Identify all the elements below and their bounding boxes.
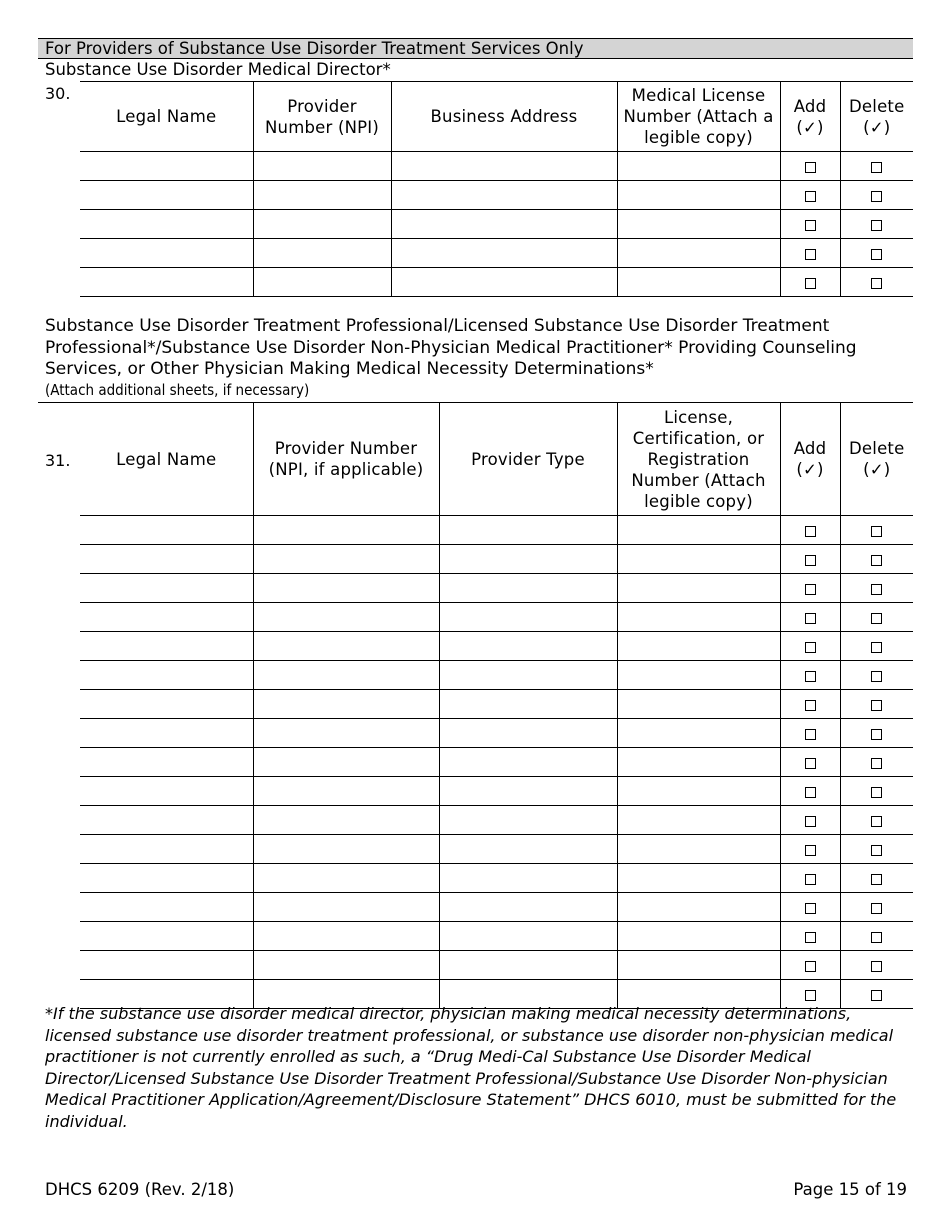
add-cell	[780, 239, 840, 268]
q31-legal-name-field[interactable]	[80, 777, 253, 806]
section-header-band: For Providers of Substance Use Disorder Treatment Services Only	[38, 38, 913, 59]
delete-checkbox[interactable]	[871, 729, 882, 740]
q31-legal-name-field[interactable]	[80, 603, 253, 632]
q31-license-number-field[interactable]	[617, 603, 780, 632]
question-30-number: 30.	[45, 84, 71, 103]
question-31-intro: Substance Use Disorder Treatment Professional/Licensed Substance Use Disorder Treatment Professional*/Substance Use Disorder Non-Physician Medical Practitioner* Providing Counseling Services, or Other Physician Making Medical Necessity Determinations*	[45, 316, 857, 379]
table-row	[80, 748, 913, 777]
q31-col3-field[interactable]	[439, 632, 617, 661]
delete-checkbox[interactable]	[871, 816, 882, 827]
delete-cell	[840, 864, 913, 893]
header-provider-type: Provider Type	[439, 403, 617, 516]
table-row	[80, 719, 913, 748]
medical-director-subtitle: Substance Use Disorder Medical Director*	[45, 60, 391, 79]
delete-cell	[840, 239, 913, 268]
delete-cell	[840, 603, 913, 632]
q30-col3-field[interactable]	[391, 152, 617, 181]
q31-license-number-field[interactable]	[617, 545, 780, 574]
header-license-certification: License, Certification, or Registration Number (Attach legible copy)	[617, 403, 780, 516]
medical-director-table	[80, 81, 913, 297]
delete-cell	[840, 690, 913, 719]
delete-checkbox[interactable]	[871, 932, 882, 943]
add-checkbox[interactable]	[805, 584, 816, 595]
delete-checkbox[interactable]	[871, 613, 882, 624]
add-checkbox[interactable]	[805, 613, 816, 624]
add-checkbox[interactable]	[805, 642, 816, 653]
add-cell	[780, 719, 840, 748]
add-cell	[780, 603, 840, 632]
add-checkbox[interactable]	[805, 220, 816, 231]
delete-checkbox[interactable]	[871, 278, 882, 289]
add-cell	[780, 806, 840, 835]
add-cell	[780, 661, 840, 690]
add-checkbox[interactable]	[805, 729, 816, 740]
delete-cell	[840, 516, 913, 545]
table-row	[80, 545, 913, 574]
q31-legal-name-field[interactable]	[80, 922, 253, 951]
q31-col3-field[interactable]	[439, 748, 617, 777]
add-checkbox[interactable]	[805, 249, 816, 260]
q31-license-number-field[interactable]	[617, 690, 780, 719]
add-checkbox[interactable]	[805, 700, 816, 711]
q31-col3-field[interactable]	[439, 603, 617, 632]
q31-license-number-field[interactable]	[617, 661, 780, 690]
add-checkbox[interactable]	[805, 278, 816, 289]
delete-checkbox[interactable]	[871, 191, 882, 202]
q31-license-number-field[interactable]	[617, 516, 780, 545]
q30-provider-number-field[interactable]	[253, 239, 391, 268]
q31-provider-number-field[interactable]	[253, 719, 439, 748]
attach-note: (Attach additional sheets, if necessary)	[45, 381, 310, 399]
q30-license-number-field[interactable]	[617, 268, 780, 297]
q31-legal-name-field[interactable]	[80, 835, 253, 864]
add-checkbox[interactable]	[805, 961, 816, 972]
table-row	[80, 922, 913, 951]
delete-cell	[840, 951, 913, 980]
q31-col3-field[interactable]	[439, 951, 617, 980]
delete-checkbox[interactable]	[871, 162, 882, 173]
header-provider-number: Provider Number (NPI, if applicable)	[253, 403, 439, 516]
add-checkbox[interactable]	[805, 816, 816, 827]
q31-col3-field[interactable]	[439, 516, 617, 545]
q31-provider-number-field[interactable]	[253, 690, 439, 719]
table-row	[80, 806, 913, 835]
table-row	[80, 516, 913, 545]
delete-checkbox[interactable]	[871, 845, 882, 856]
delete-checkbox[interactable]	[871, 526, 882, 537]
table-row	[80, 661, 913, 690]
q31-col3-field[interactable]	[439, 719, 617, 748]
q31-legal-name-field[interactable]	[80, 806, 253, 835]
q31-col3-field[interactable]	[439, 922, 617, 951]
add-checkbox[interactable]	[805, 671, 816, 682]
q31-provider-number-field[interactable]	[253, 893, 439, 922]
delete-checkbox[interactable]	[871, 961, 882, 972]
delete-cell	[840, 777, 913, 806]
add-cell	[780, 777, 840, 806]
delete-cell	[840, 210, 913, 239]
delete-checkbox[interactable]	[871, 671, 882, 682]
q31-license-number-field[interactable]	[617, 632, 780, 661]
delete-cell	[840, 632, 913, 661]
delete-cell	[840, 181, 913, 210]
delete-checkbox[interactable]	[871, 700, 882, 711]
footnote: *If the substance use disorder medical director, physician making medical necessity determinations, licensed substance use disorder treatment professional, or substance use disorder non-physician medical practitioner is not currently enrolled as such, a “Drug Medi-Cal Substance Use Disorder Medical Director/Licensed Substance Use Disorder Treatment Professional/Substance Use Disorder Non-physician Medical Practitioner Application/Agreement/Disclosure Statement” DHCS 6010, must be submitted for the individual.	[45, 1004, 897, 1131]
q31-legal-name-field[interactable]	[80, 632, 253, 661]
q30-license-number-field[interactable]	[617, 181, 780, 210]
q31-col3-field[interactable]	[439, 835, 617, 864]
q31-legal-name-field[interactable]	[80, 574, 253, 603]
delete-checkbox[interactable]	[871, 642, 882, 653]
q31-provider-number-field[interactable]	[253, 864, 439, 893]
q31-provider-number-field[interactable]	[253, 661, 439, 690]
q31-license-number-field[interactable]	[617, 922, 780, 951]
q31-license-number-field[interactable]	[617, 893, 780, 922]
q30-license-number-field[interactable]	[617, 239, 780, 268]
q30-legal-name-field[interactable]	[80, 268, 253, 297]
q31-col3-field[interactable]	[439, 545, 617, 574]
q30-provider-number-field[interactable]	[253, 210, 391, 239]
q30-col3-field[interactable]	[391, 239, 617, 268]
add-cell	[780, 516, 840, 545]
q31-provider-number-field[interactable]	[253, 574, 439, 603]
q30-provider-number-field[interactable]	[253, 152, 391, 181]
q30-col3-field[interactable]	[391, 181, 617, 210]
delete-cell	[840, 806, 913, 835]
header-business-address: Business Address	[391, 82, 617, 152]
delete-cell	[840, 719, 913, 748]
delete-checkbox[interactable]	[871, 874, 882, 885]
question-31-number: 31.	[45, 451, 71, 470]
add-cell	[780, 893, 840, 922]
q31-provider-number-field[interactable]	[253, 632, 439, 661]
q31-col3-field[interactable]	[439, 893, 617, 922]
add-cell	[780, 690, 840, 719]
q30-col3-field[interactable]	[391, 268, 617, 297]
q30-license-number-field[interactable]	[617, 210, 780, 239]
delete-cell	[840, 574, 913, 603]
q31-provider-number-field[interactable]	[253, 516, 439, 545]
add-cell	[780, 574, 840, 603]
delete-cell	[840, 922, 913, 951]
delete-cell	[840, 268, 913, 297]
add-checkbox[interactable]	[805, 555, 816, 566]
q31-provider-number-field[interactable]	[253, 545, 439, 574]
delete-checkbox[interactable]	[871, 249, 882, 260]
add-checkbox[interactable]	[805, 787, 816, 798]
q31-license-number-field[interactable]	[617, 777, 780, 806]
add-cell	[780, 835, 840, 864]
delete-checkbox[interactable]	[871, 220, 882, 231]
q31-license-number-field[interactable]	[617, 864, 780, 893]
add-checkbox[interactable]	[805, 845, 816, 856]
q31-license-number-field[interactable]	[617, 951, 780, 980]
delete-checkbox[interactable]	[871, 584, 882, 595]
delete-cell	[840, 545, 913, 574]
q31-license-number-field[interactable]	[617, 806, 780, 835]
table-row	[80, 574, 913, 603]
table-row	[80, 835, 913, 864]
add-checkbox[interactable]	[805, 874, 816, 885]
table-31-top-rule	[38, 402, 80, 403]
q31-legal-name-field[interactable]	[80, 893, 253, 922]
delete-cell	[840, 748, 913, 777]
q31-provider-number-field[interactable]	[253, 777, 439, 806]
add-cell	[780, 268, 840, 297]
table-row	[80, 951, 913, 980]
add-checkbox[interactable]	[805, 191, 816, 202]
delete-cell	[840, 152, 913, 181]
delete-cell	[840, 835, 913, 864]
q31-legal-name-field[interactable]	[80, 951, 253, 980]
q31-legal-name-field[interactable]	[80, 748, 253, 777]
delete-checkbox[interactable]	[871, 555, 882, 566]
add-cell	[780, 922, 840, 951]
treatment-professional-table	[80, 402, 913, 1009]
add-cell	[780, 210, 840, 239]
q31-legal-name-field[interactable]	[80, 719, 253, 748]
add-cell	[780, 545, 840, 574]
table-row	[80, 690, 913, 719]
q30-provider-number-field[interactable]	[253, 181, 391, 210]
q31-provider-number-field[interactable]	[253, 922, 439, 951]
q30-legal-name-field[interactable]	[80, 152, 253, 181]
header-provider-number: Provider Number (NPI)	[253, 82, 391, 152]
delete-checkbox[interactable]	[871, 990, 882, 1001]
q30-provider-number-field[interactable]	[253, 268, 391, 297]
add-checkbox[interactable]	[805, 526, 816, 537]
q31-license-number-field[interactable]	[617, 748, 780, 777]
q30-legal-name-field[interactable]	[80, 181, 253, 210]
delete-checkbox[interactable]	[871, 903, 882, 914]
q31-col3-field[interactable]	[439, 864, 617, 893]
delete-cell	[840, 661, 913, 690]
table-row	[80, 210, 913, 239]
form-id: DHCS 6209 (Rev. 2/18)	[45, 1180, 235, 1199]
q31-legal-name-field[interactable]	[80, 661, 253, 690]
q31-legal-name-field[interactable]	[80, 545, 253, 574]
add-cell	[780, 632, 840, 661]
q31-provider-number-field[interactable]	[253, 835, 439, 864]
add-cell	[780, 181, 840, 210]
q31-license-number-field[interactable]	[617, 574, 780, 603]
q30-license-number-field[interactable]	[617, 152, 780, 181]
delete-checkbox[interactable]	[871, 758, 882, 769]
q31-col3-field[interactable]	[439, 690, 617, 719]
add-checkbox[interactable]	[805, 758, 816, 769]
q31-legal-name-field[interactable]	[80, 516, 253, 545]
table-row	[80, 893, 913, 922]
header-medical-license: Medical License Number (Attach a legible copy)	[617, 82, 780, 152]
table-row	[80, 864, 913, 893]
header-legal-name: Legal Name	[80, 82, 253, 152]
header-delete: Delete (✓)	[840, 403, 913, 516]
q30-col3-field[interactable]	[391, 210, 617, 239]
table-row	[80, 603, 913, 632]
q31-provider-number-field[interactable]	[253, 748, 439, 777]
q31-col3-field[interactable]	[439, 661, 617, 690]
q31-provider-number-field[interactable]	[253, 951, 439, 980]
q31-legal-name-field[interactable]	[80, 864, 253, 893]
q31-license-number-field[interactable]	[617, 719, 780, 748]
table-row	[80, 777, 913, 806]
page-number: Page 15 of 19	[793, 1180, 907, 1199]
header-add: Add (✓)	[780, 403, 840, 516]
delete-checkbox[interactable]	[871, 787, 882, 798]
header-legal-name: Legal Name	[80, 403, 253, 516]
q31-col3-field[interactable]	[439, 574, 617, 603]
table-row	[80, 268, 913, 297]
q31-license-number-field[interactable]	[617, 835, 780, 864]
table-row	[80, 632, 913, 661]
q30-legal-name-field[interactable]	[80, 239, 253, 268]
table-row	[80, 181, 913, 210]
add-checkbox[interactable]	[805, 990, 816, 1001]
delete-cell	[840, 893, 913, 922]
header-delete: Delete (✓)	[840, 82, 913, 152]
q31-provider-number-field[interactable]	[253, 603, 439, 632]
table-row	[80, 152, 913, 181]
add-cell	[780, 864, 840, 893]
add-cell	[780, 951, 840, 980]
q30-legal-name-field[interactable]	[80, 210, 253, 239]
add-cell	[780, 748, 840, 777]
q31-legal-name-field[interactable]	[80, 690, 253, 719]
add-checkbox[interactable]	[805, 903, 816, 914]
add-cell	[780, 152, 840, 181]
q31-provider-number-field[interactable]	[253, 806, 439, 835]
header-add: Add (✓)	[780, 82, 840, 152]
table-row	[80, 239, 913, 268]
add-checkbox[interactable]	[805, 162, 816, 173]
add-checkbox[interactable]	[805, 932, 816, 943]
q31-col3-field[interactable]	[439, 777, 617, 806]
q31-col3-field[interactable]	[439, 806, 617, 835]
